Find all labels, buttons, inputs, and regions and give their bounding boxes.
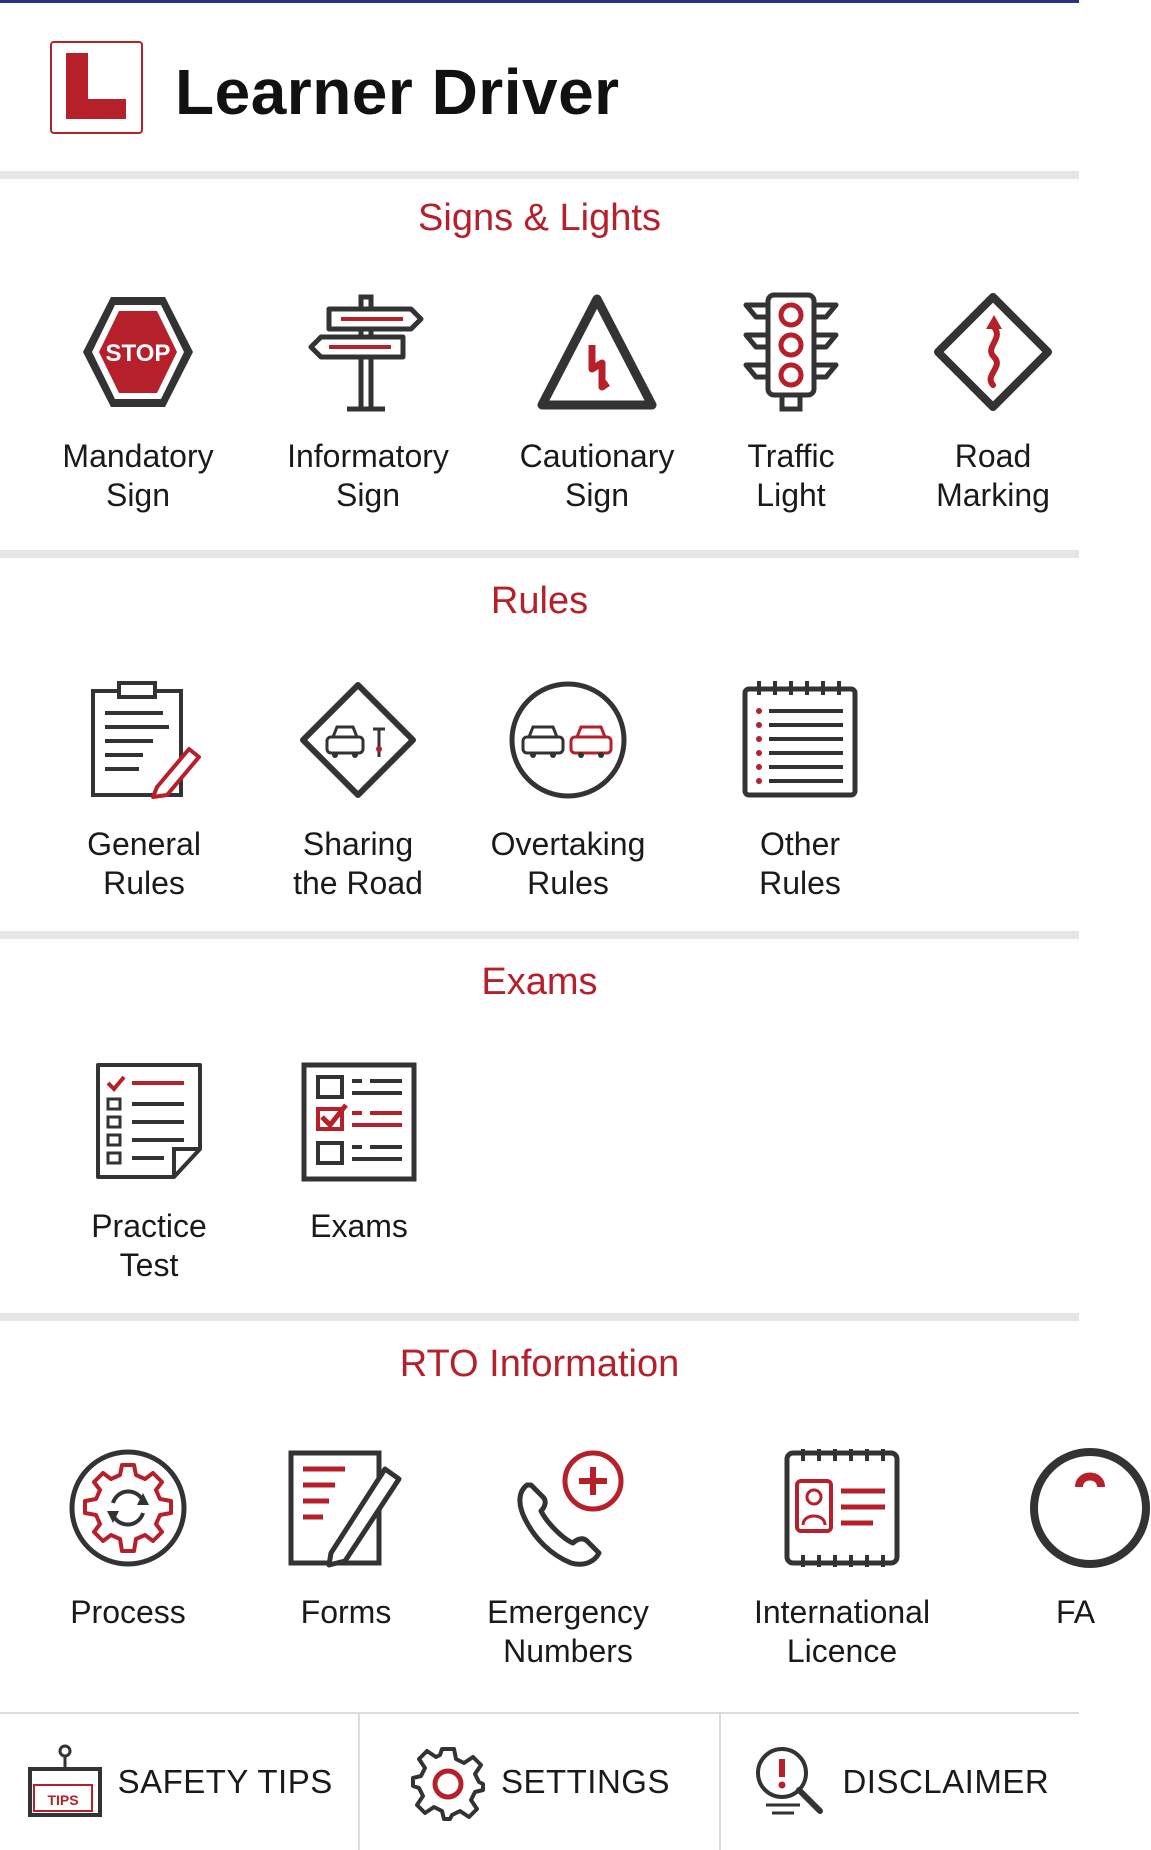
settings-button[interactable]	[360, 1714, 720, 1850]
form-pen-icon	[285, 1447, 407, 1569]
warning-triangle-icon	[536, 291, 658, 413]
tile-mandatory-sign[interactable]	[38, 291, 238, 515]
section-divider	[0, 171, 1079, 179]
checklist-page-icon	[88, 1061, 210, 1183]
section-title-signs-lights: Signs & Lights	[418, 197, 661, 239]
faq-icon	[1029, 1447, 1151, 1569]
bottom-navigation-bar	[0, 1712, 1079, 1850]
road-marking-icon	[932, 291, 1054, 413]
tile-label: FA	[1056, 1594, 1096, 1630]
tile-label: Traffic Light	[747, 438, 835, 513]
tile-overtaking-rules[interactable]	[468, 679, 668, 903]
tile-informatory-sign[interactable]	[268, 291, 468, 515]
tile-label: Process	[70, 1594, 186, 1630]
overtaking-icon	[507, 679, 629, 801]
section-title-rules: Rules	[490, 580, 589, 622]
section-title-rto-information: RTO Information	[399, 1343, 680, 1385]
tile-label: Sharing the Road	[293, 826, 423, 901]
section-title-exams: Exams	[481, 961, 598, 1003]
tile-exams[interactable]	[259, 1061, 459, 1246]
section-rto-information	[0, 1321, 1096, 1704]
tile-label: Mandatory Sign	[62, 438, 214, 513]
tile-label: Forms	[300, 1594, 392, 1630]
clipboard-pencil-icon	[83, 679, 205, 801]
traffic-light-icon	[730, 291, 852, 413]
section-divider	[0, 931, 1079, 939]
tile-practice-test[interactable]	[49, 1061, 249, 1285]
tile-sharing-the-road[interactable]	[258, 679, 458, 903]
disclaimer-button[interactable]	[721, 1714, 1079, 1850]
tile-emergency-numbers[interactable]	[468, 1447, 668, 1671]
tile-label: Emergency Numbers	[487, 1594, 649, 1669]
stop-sign-icon	[77, 291, 199, 413]
tile-traffic-light[interactable]	[691, 291, 891, 515]
gear-refresh-icon	[67, 1447, 189, 1569]
disclaimer-label: DISCLAIMER	[842, 1763, 1050, 1800]
tile-faq[interactable]	[979, 1447, 1096, 1632]
tile-road-marking[interactable]	[893, 291, 1093, 515]
tile-label: Other Rules	[759, 826, 841, 901]
notepad-list-icon	[739, 679, 861, 801]
app-title: Learner Driver	[175, 56, 620, 128]
tile-label: Road Marking	[936, 438, 1050, 513]
stop-sign-text: STOP	[105, 340, 171, 367]
tile-label: Cautionary Sign	[519, 438, 675, 513]
id-card-icon	[781, 1447, 903, 1569]
section-divider	[0, 550, 1079, 558]
tile-process[interactable]	[28, 1447, 228, 1632]
tile-forms[interactable]	[246, 1447, 446, 1632]
tile-label: International Licence	[753, 1594, 931, 1669]
tips-board-text: TIPS	[47, 1792, 79, 1808]
tile-cautionary-sign[interactable]	[497, 291, 697, 515]
disclaimer-magnifier-icon	[750, 1743, 828, 1821]
safety-tips-button[interactable]	[0, 1714, 360, 1850]
shared-road-icon	[297, 679, 419, 801]
settings-label: SETTINGS	[500, 1763, 670, 1800]
tile-label: Informatory Sign	[287, 438, 449, 513]
section-exams	[0, 939, 1079, 1313]
app-header	[0, 3, 1079, 171]
section-rules	[0, 558, 1079, 931]
phone-plus-icon	[507, 1447, 629, 1569]
tile-label: Practice Test	[91, 1208, 207, 1283]
tile-label: Overtaking Rules	[490, 826, 646, 901]
gear-icon	[409, 1743, 487, 1821]
checkbox-form-icon	[298, 1061, 420, 1183]
tile-international-licence[interactable]	[742, 1447, 942, 1671]
tile-label: Exams	[310, 1208, 408, 1244]
tile-other-rules[interactable]	[700, 679, 900, 903]
section-divider	[0, 1313, 1079, 1321]
safety-tips-label: SAFETY TIPS	[117, 1763, 333, 1800]
tile-label: General Rules	[87, 826, 201, 901]
section-signs-lights	[0, 179, 1079, 550]
tips-board-icon	[26, 1743, 104, 1821]
tile-general-rules[interactable]	[44, 679, 244, 903]
signpost-icon	[307, 291, 429, 413]
learner-l-logo	[50, 41, 143, 134]
